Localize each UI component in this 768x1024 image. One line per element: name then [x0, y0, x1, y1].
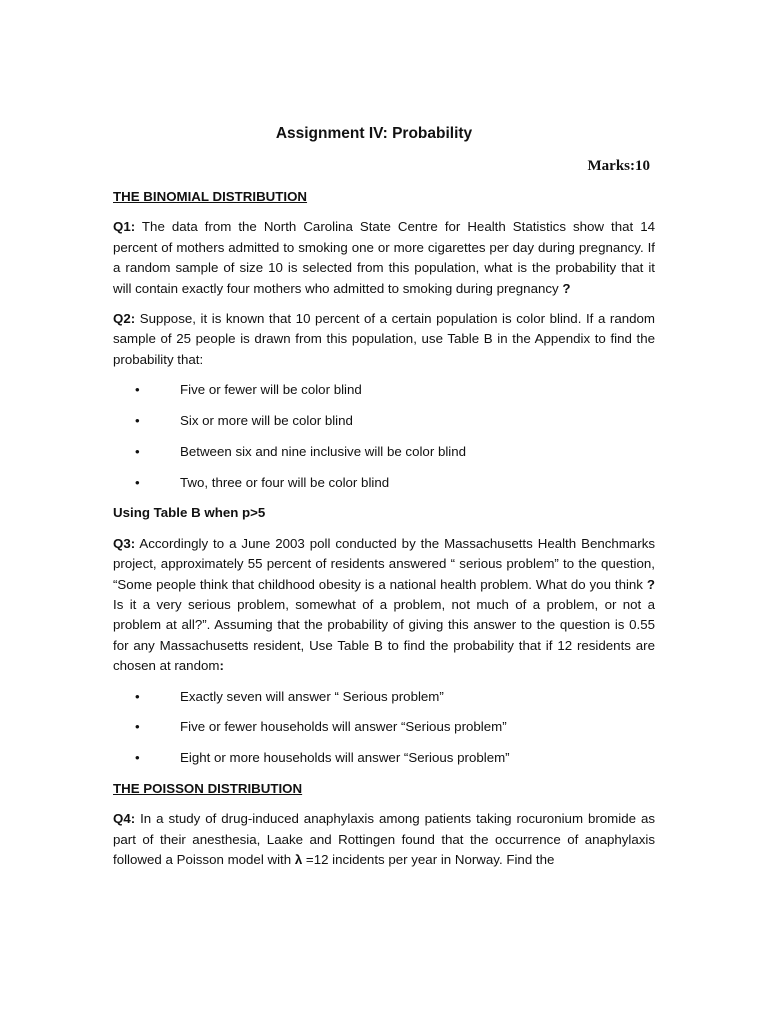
question-mark: ?	[558, 280, 571, 296]
section-heading-poisson: THE POISSON DISTRIBUTION	[113, 781, 303, 797]
question-text: Suppose, it is known that 10 percent of a certain population is color blind. If a random sample of 25 people is drawn from this population, use Table B in the Appendix to find the probability that:	[113, 311, 655, 367]
question-text: Is it a very serious problem, somewhat of a problem, not much of a problem, or not a problem at all?”. Assuming that the probability of giving this answer to the question is 0.55 for any Massachusetts resident, Use Table B to find the probability that if 12 residents are chosen at random	[113, 597, 655, 674]
list-item	[113, 473, 655, 493]
list-item	[113, 717, 655, 737]
question-1	[113, 217, 655, 299]
section-heading-binomial: THE BINOMIAL DISTRIBUTION	[113, 189, 308, 204]
list-item-text: Six or more will be color blind	[180, 413, 353, 429]
bullet-icon: •	[135, 443, 140, 459]
marks-label: Marks:10	[587, 158, 650, 174]
bullet-icon: •	[135, 688, 140, 704]
subheading-table-b: Using Table B when p>5	[113, 505, 266, 521]
bullet-icon: •	[135, 750, 140, 766]
question-4	[113, 809, 655, 870]
question-label: Q2:	[113, 311, 136, 327]
list-item	[113, 411, 655, 431]
question-colon: :	[219, 658, 224, 674]
question-3	[113, 534, 655, 677]
page-title: Assignment IV: Probability	[275, 125, 473, 142]
list-item-text: Eight or more households will answer “Serious problem”	[180, 750, 510, 766]
list-item-text: Between six and nine inclusive will be color blind	[180, 443, 467, 459]
list-item-text: Five or fewer households will answer “Serious problem”	[180, 719, 507, 735]
bullet-icon: •	[135, 474, 140, 490]
question-label: Q3:	[113, 535, 136, 551]
question-mark: ?	[642, 576, 655, 592]
list-item	[113, 687, 655, 707]
question-label: Q4:	[113, 811, 136, 827]
lambda-symbol: λ	[294, 852, 303, 868]
bullet-icon: •	[135, 719, 140, 735]
list-item-text: Exactly seven will answer “ Serious problem”	[180, 688, 444, 704]
question-text: The data from the North Carolina State Centre for Health Statistics show that 14 percent of mothers admitted to smoking one or more cigarettes per day during pregnancy. If a random sample of size 10 is selected from this population, what is the probability that it will contain exactly four mothers who admitted to smoking during pregnancy	[113, 219, 655, 296]
bullet-icon: •	[135, 382, 140, 398]
question-text: In a study of drug-induced anaphylaxis among patients taking rocuronium bromide as part of their anesthesia, Laake and Rottingen found that the occurrence of anaphylaxis followed a Poisson model with	[113, 811, 655, 868]
bullet-icon: •	[135, 413, 140, 429]
question-text: =12 incidents per year in Norway. Find the	[302, 852, 555, 868]
list-item-text: Two, three or four will be color blind	[180, 474, 390, 490]
list-item-text: Five or fewer will be color blind	[180, 382, 362, 398]
list-item	[113, 748, 655, 768]
question-text: Accordingly to a June 2003 poll conducted by the Massachusetts Health Benchmarks project, approximately 55 percent of residents answered “ serious problem” to the question, “Some people think that childhood obesity is a national health problem. What do you think	[113, 535, 655, 592]
question-2	[113, 309, 655, 370]
list-item	[113, 442, 655, 462]
list-item	[113, 380, 655, 400]
document-body	[113, 187, 655, 881]
question-label: Q1:	[113, 219, 136, 235]
